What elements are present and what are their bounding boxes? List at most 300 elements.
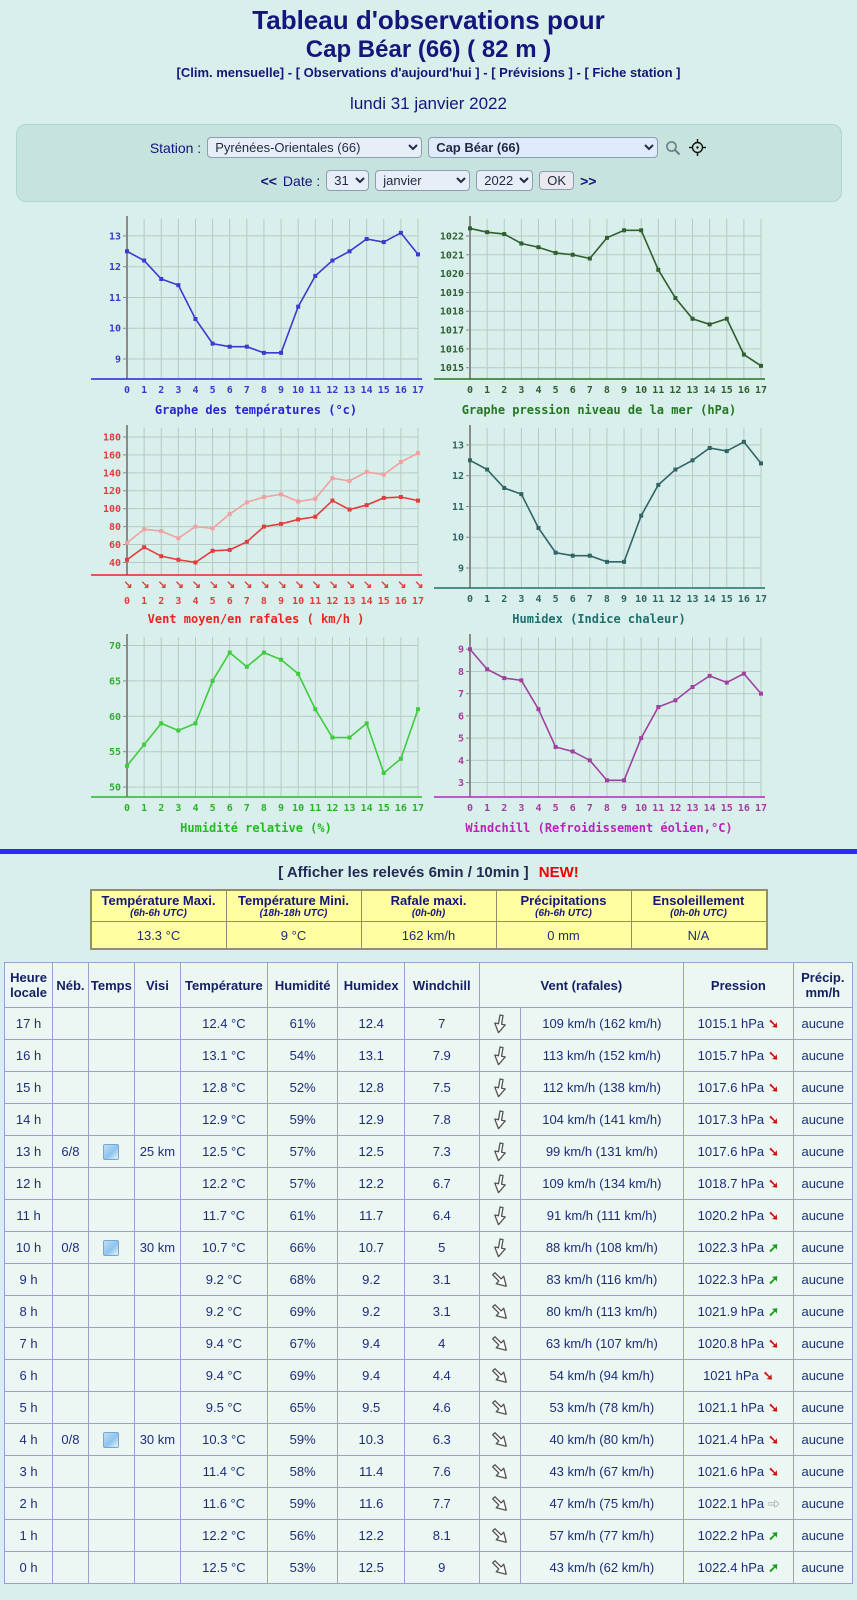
svg-text:1021: 1021 xyxy=(439,250,464,262)
cell-pressure: 1022.4 hPa ➚ xyxy=(684,1552,793,1584)
svg-text:12: 12 xyxy=(668,594,681,606)
svg-text:2: 2 xyxy=(157,385,164,397)
svg-text:5: 5 xyxy=(209,385,216,397)
svg-text:11: 11 xyxy=(451,502,464,514)
svg-text:1016: 1016 xyxy=(439,344,464,356)
wind-direction-icon xyxy=(484,1552,515,1583)
observations-table xyxy=(4,962,853,1584)
cell-humidex: 9.4 xyxy=(338,1328,404,1360)
col-header-pression: Pression xyxy=(684,963,793,1008)
cell-nebulosity xyxy=(53,1008,89,1040)
svg-text:1020: 1020 xyxy=(439,269,464,281)
svg-text:↘: ↘ xyxy=(311,579,321,592)
cell-visibility: 25 km xyxy=(134,1136,180,1168)
svg-text:8: 8 xyxy=(457,667,464,679)
cell-weather xyxy=(88,1008,134,1040)
cell-nebulosity xyxy=(53,1104,89,1136)
summary-table xyxy=(90,889,768,950)
nav-link-observations[interactable]: [ Observations d'aujourd'hui ] xyxy=(295,65,480,81)
chart-wind xyxy=(89,421,424,626)
weather-icon xyxy=(103,1240,119,1256)
cell-windchill: 4.6 xyxy=(404,1392,479,1424)
svg-text:8: 8 xyxy=(260,596,267,608)
svg-text:70: 70 xyxy=(108,641,121,653)
cell-temperature: 12.5 °C xyxy=(180,1136,267,1168)
date-prev-link[interactable]: << xyxy=(260,172,277,189)
cell-wind-speed: 40 km/h (80 km/h) xyxy=(520,1424,684,1456)
svg-text:13: 13 xyxy=(686,594,699,606)
cell-humidex: 12.9 xyxy=(338,1104,404,1136)
cell-humidex: 9.4 xyxy=(338,1360,404,1392)
svg-text:14: 14 xyxy=(703,803,716,815)
svg-text:5: 5 xyxy=(457,734,464,746)
cell-wind-speed: 104 km/h (141 km/h) xyxy=(520,1104,684,1136)
table-row xyxy=(5,1232,853,1264)
station-panel xyxy=(16,124,842,202)
cell-wind-direction xyxy=(479,1456,520,1488)
cell-time: 12 h xyxy=(5,1168,53,1200)
cell-time: 11 h xyxy=(5,1200,53,1232)
svg-text:6: 6 xyxy=(226,803,233,815)
table-row xyxy=(5,1040,853,1072)
svg-text:15: 15 xyxy=(377,385,390,397)
section-divider xyxy=(0,849,857,854)
cell-time: 6 h xyxy=(5,1360,53,1392)
svg-text:7: 7 xyxy=(243,803,250,815)
col-header-humidite: Humidité xyxy=(267,963,338,1008)
table-row xyxy=(5,1360,853,1392)
svg-text:1019: 1019 xyxy=(439,288,464,300)
pressure-trend-icon: ➘ xyxy=(768,1079,780,1095)
cell-time: 9 h xyxy=(5,1264,53,1296)
col-header-windchill: Windchill xyxy=(404,963,479,1008)
cell-wind-direction xyxy=(479,1296,520,1328)
cell-precipitation: aucune xyxy=(793,1552,852,1584)
svg-text:9: 9 xyxy=(620,385,627,397)
pressure-trend-icon: ➘ xyxy=(768,1143,780,1159)
svg-text:3: 3 xyxy=(174,596,181,608)
cell-wind-speed: 54 km/h (94 km/h) xyxy=(520,1360,684,1392)
cell-weather xyxy=(88,1456,134,1488)
wind-direction-icon xyxy=(484,1360,515,1391)
svg-text:3: 3 xyxy=(517,803,524,815)
cell-visibility xyxy=(134,1072,180,1104)
wind-direction-icon xyxy=(484,1456,515,1487)
cell-windchill: 3.1 xyxy=(404,1264,479,1296)
svg-text:17: 17 xyxy=(411,803,424,815)
cell-time: 16 h xyxy=(5,1040,53,1072)
cell-pressure: 1022.2 hPa ➚ xyxy=(684,1520,793,1552)
cell-humidity: 54% xyxy=(267,1040,338,1072)
cell-weather xyxy=(88,1360,134,1392)
cell-visibility xyxy=(134,1360,180,1392)
cell-humidity: 57% xyxy=(267,1136,338,1168)
svg-text:10: 10 xyxy=(634,803,647,815)
cell-nebulosity xyxy=(53,1552,89,1584)
svg-text:11: 11 xyxy=(308,385,321,397)
cell-humidity: 59% xyxy=(267,1104,338,1136)
svg-text:7: 7 xyxy=(586,803,593,815)
svg-text:4: 4 xyxy=(191,803,198,815)
cell-windchill: 4 xyxy=(404,1328,479,1360)
wind-direction-icon xyxy=(484,1392,515,1423)
cell-wind-speed: 47 km/h (75 km/h) xyxy=(520,1488,684,1520)
station-label: Station : xyxy=(149,139,202,156)
cell-wind-direction xyxy=(479,1072,520,1104)
summary-value: 13.3 °C xyxy=(91,922,227,950)
svg-text:11: 11 xyxy=(651,594,664,606)
nav-link-fiche-station[interactable]: [ Fiche station ] xyxy=(584,65,681,81)
cell-humidex: 10.3 xyxy=(338,1424,404,1456)
svg-text:7: 7 xyxy=(243,596,250,608)
cell-weather xyxy=(88,1488,134,1520)
cell-humidex: 11.4 xyxy=(338,1456,404,1488)
svg-text:12: 12 xyxy=(668,803,681,815)
cell-humidex: 9.5 xyxy=(338,1392,404,1424)
cell-humidex: 12.8 xyxy=(338,1072,404,1104)
svg-text:↘: ↘ xyxy=(294,579,304,592)
col-header-precip: Précip. mm/h xyxy=(793,963,852,1008)
svg-text:13: 13 xyxy=(343,385,356,397)
cell-temperature: 9.2 °C xyxy=(180,1264,267,1296)
cell-pressure: 1021.6 hPa ➘ xyxy=(684,1456,793,1488)
cell-temperature: 9.2 °C xyxy=(180,1296,267,1328)
department-select[interactable] xyxy=(207,137,422,158)
svg-text:↘: ↘ xyxy=(225,579,235,592)
svg-text:15: 15 xyxy=(720,803,733,815)
svg-text:6: 6 xyxy=(569,385,576,397)
cell-visibility xyxy=(134,1008,180,1040)
cell-weather xyxy=(88,1232,134,1264)
cell-humidex: 12.5 xyxy=(338,1552,404,1584)
svg-text:5: 5 xyxy=(209,596,216,608)
svg-text:60: 60 xyxy=(108,712,121,724)
cell-time: 3 h xyxy=(5,1456,53,1488)
cell-wind-speed: 43 km/h (62 km/h) xyxy=(520,1552,684,1584)
summary-value: 9 °C xyxy=(226,922,361,950)
cell-pressure: 1017.6 hPa ➘ xyxy=(684,1136,793,1168)
wind-direction-icon xyxy=(487,1235,512,1260)
pressure-trend-icon: ➘ xyxy=(768,1111,780,1127)
cell-humidity: 69% xyxy=(267,1296,338,1328)
cell-nebulosity: 6/8 xyxy=(53,1136,89,1168)
cell-precipitation: aucune xyxy=(793,1008,852,1040)
wind-direction-icon xyxy=(487,1075,512,1100)
svg-text:12: 12 xyxy=(325,803,338,815)
svg-text:9: 9 xyxy=(457,563,464,575)
chart-caption: Humidex (Indice chaleur) xyxy=(512,612,686,627)
svg-text:16: 16 xyxy=(737,385,750,397)
cell-humidex: 13.1 xyxy=(338,1040,404,1072)
svg-text:55: 55 xyxy=(108,747,121,759)
svg-text:65: 65 xyxy=(108,676,121,688)
cell-pressure: 1021.4 hPa ➘ xyxy=(684,1424,793,1456)
cell-temperature: 10.3 °C xyxy=(180,1424,267,1456)
cell-time: 17 h xyxy=(5,1008,53,1040)
ok-button[interactable]: OK xyxy=(539,171,574,190)
cell-time: 5 h xyxy=(5,1392,53,1424)
table-row xyxy=(5,1168,853,1200)
cell-time: 2 h xyxy=(5,1488,53,1520)
cell-precipitation: aucune xyxy=(793,1424,852,1456)
cell-humidex: 12.4 xyxy=(338,1008,404,1040)
svg-text:0: 0 xyxy=(123,385,130,397)
locate-crosshair-icon[interactable] xyxy=(688,138,707,157)
svg-text:17: 17 xyxy=(411,385,424,397)
cell-temperature: 12.2 °C xyxy=(180,1168,267,1200)
svg-text:3: 3 xyxy=(174,803,181,815)
cell-weather xyxy=(88,1520,134,1552)
cell-wind-direction xyxy=(479,1392,520,1424)
search-icon[interactable] xyxy=(664,139,682,157)
svg-text:140: 140 xyxy=(102,468,121,480)
cell-visibility xyxy=(134,1264,180,1296)
col-header-vent: Vent (rafales) xyxy=(479,963,684,1008)
chart-caption: Vent moyen/en rafales ( km/h ) xyxy=(147,612,365,627)
cell-weather xyxy=(88,1264,134,1296)
cell-wind-speed: 80 km/h (113 km/h) xyxy=(520,1296,684,1328)
svg-text:↘: ↘ xyxy=(174,579,184,592)
cell-visibility xyxy=(134,1040,180,1072)
cell-wind-direction xyxy=(479,1104,520,1136)
cell-windchill: 7.6 xyxy=(404,1456,479,1488)
svg-text:7: 7 xyxy=(586,385,593,397)
pressure-trend-icon: ➘ xyxy=(768,1335,780,1351)
pressure-trend-icon: ➘ xyxy=(762,1367,774,1383)
table-row xyxy=(5,1200,853,1232)
svg-text:9: 9 xyxy=(620,803,627,815)
cell-nebulosity xyxy=(53,1072,89,1104)
svg-text:10: 10 xyxy=(291,385,304,397)
chart-caption: Windchill (Refroidissement éolien,°C) xyxy=(465,821,733,836)
svg-text:9: 9 xyxy=(114,354,121,366)
cell-wind-speed: 112 km/h (138 km/h) xyxy=(520,1072,684,1104)
cell-wind-speed: 57 km/h (77 km/h) xyxy=(520,1520,684,1552)
svg-text:17: 17 xyxy=(411,596,424,608)
col-header-temps: Temps xyxy=(88,963,134,1008)
chart-temperatures xyxy=(89,212,424,417)
svg-text:15: 15 xyxy=(720,594,733,606)
svg-text:10: 10 xyxy=(634,385,647,397)
nav-link-clim-mensuelle[interactable]: [Clim. mensuelle] xyxy=(176,65,285,81)
date-heading: lundi 31 janvier 2022 xyxy=(350,94,507,114)
cell-weather xyxy=(88,1136,134,1168)
cell-temperature: 12.8 °C xyxy=(180,1072,267,1104)
svg-text:11: 11 xyxy=(108,293,121,305)
svg-text:160: 160 xyxy=(102,450,121,462)
svg-text:13: 13 xyxy=(451,440,464,452)
cell-humidity: 61% xyxy=(267,1200,338,1232)
svg-text:9: 9 xyxy=(620,594,627,606)
cell-humidity: 59% xyxy=(267,1488,338,1520)
cell-pressure: 1022.3 hPa ➚ xyxy=(684,1232,793,1264)
wind-direction-icon xyxy=(487,1171,512,1196)
svg-text:2: 2 xyxy=(500,803,507,815)
svg-text:7: 7 xyxy=(243,385,250,397)
cell-humidex: 12.2 xyxy=(338,1168,404,1200)
svg-text:0: 0 xyxy=(123,803,130,815)
cell-nebulosity: 0/8 xyxy=(53,1424,89,1456)
cell-time: 1 h xyxy=(5,1520,53,1552)
cell-precipitation: aucune xyxy=(793,1488,852,1520)
svg-text:4: 4 xyxy=(191,385,198,397)
day-select[interactable] xyxy=(326,170,369,191)
cell-precipitation: aucune xyxy=(793,1136,852,1168)
date-next-link[interactable]: >> xyxy=(580,172,597,189)
cell-humidex: 12.5 xyxy=(338,1136,404,1168)
cell-pressure: 1022.1 hPa ➙ xyxy=(684,1488,793,1520)
cell-visibility xyxy=(134,1520,180,1552)
table-row xyxy=(5,1296,853,1328)
cell-pressure: 1015.1 hPa ➘ xyxy=(684,1008,793,1040)
svg-text:6: 6 xyxy=(226,596,233,608)
top-nav xyxy=(0,65,857,80)
svg-text:4: 4 xyxy=(534,594,541,606)
summary-col-header: Ensoleillement (0h-0h UTC) xyxy=(631,890,767,922)
cell-precipitation: aucune xyxy=(793,1360,852,1392)
col-header-heure: Heure locale xyxy=(5,963,53,1008)
cell-humidity: 66% xyxy=(267,1232,338,1264)
svg-text:15: 15 xyxy=(377,803,390,815)
cell-wind-speed: 83 km/h (116 km/h) xyxy=(520,1264,684,1296)
cell-weather xyxy=(88,1072,134,1104)
cell-wind-direction xyxy=(479,1200,520,1232)
col-header-humidex: Humidex xyxy=(338,963,404,1008)
pressure-trend-icon: ➙ xyxy=(768,1495,780,1511)
cell-temperature: 11.7 °C xyxy=(180,1200,267,1232)
cell-temperature: 13.1 °C xyxy=(180,1040,267,1072)
svg-text:3: 3 xyxy=(517,594,524,606)
svg-text:5: 5 xyxy=(552,803,559,815)
table-row xyxy=(5,1008,853,1040)
cell-visibility: 30 km xyxy=(134,1424,180,1456)
cell-humidex: 11.7 xyxy=(338,1200,404,1232)
cell-precipitation: aucune xyxy=(793,1104,852,1136)
station-select[interactable] xyxy=(428,137,658,158)
year-select[interactable] xyxy=(476,170,533,191)
svg-text:3: 3 xyxy=(457,778,464,790)
chart-humidex xyxy=(432,421,767,626)
cell-wind-direction xyxy=(479,1008,520,1040)
col-header-visi: Visi xyxy=(134,963,180,1008)
svg-text:10: 10 xyxy=(634,594,647,606)
svg-text:6: 6 xyxy=(226,385,233,397)
cell-visibility xyxy=(134,1104,180,1136)
cell-visibility xyxy=(134,1456,180,1488)
cell-visibility xyxy=(134,1392,180,1424)
cell-windchill: 7.3 xyxy=(404,1136,479,1168)
svg-text:17: 17 xyxy=(754,594,767,606)
cell-visibility xyxy=(134,1200,180,1232)
cell-pressure: 1021 hPa ➘ xyxy=(684,1360,793,1392)
pressure-trend-icon: ➘ xyxy=(768,1047,780,1063)
table-row xyxy=(5,1104,853,1136)
cell-wind-direction xyxy=(479,1424,520,1456)
cell-weather xyxy=(88,1328,134,1360)
svg-text:↘: ↘ xyxy=(328,579,338,592)
svg-text:13: 13 xyxy=(108,231,121,243)
summary-col-header: Précipitations (6h-6h UTC) xyxy=(496,890,631,922)
pressure-trend-icon: ➚ xyxy=(768,1527,780,1543)
cell-windchill: 6.4 xyxy=(404,1200,479,1232)
svg-text:17: 17 xyxy=(754,803,767,815)
wind-direction-icon xyxy=(484,1424,515,1455)
svg-text:8: 8 xyxy=(260,803,267,815)
weather-icon xyxy=(103,1144,119,1160)
pressure-trend-icon: ➘ xyxy=(768,1463,780,1479)
svg-text:5: 5 xyxy=(209,803,216,815)
svg-text:0: 0 xyxy=(466,803,473,815)
cell-time: 8 h xyxy=(5,1296,53,1328)
cell-visibility: 30 km xyxy=(134,1232,180,1264)
cell-temperature: 12.9 °C xyxy=(180,1104,267,1136)
svg-text:1022: 1022 xyxy=(439,231,464,243)
cell-pressure: 1015.7 hPa ➘ xyxy=(684,1040,793,1072)
svg-text:120: 120 xyxy=(102,486,121,498)
chart-humidity xyxy=(89,630,424,835)
svg-text:6: 6 xyxy=(569,803,576,815)
cell-wind-direction xyxy=(479,1264,520,1296)
svg-text:16: 16 xyxy=(394,385,407,397)
nav-link-previsions[interactable]: [ Prévisions ] xyxy=(491,65,573,81)
cell-nebulosity xyxy=(53,1296,89,1328)
table-row xyxy=(5,1136,853,1168)
date-label: Date : xyxy=(282,172,321,189)
pressure-trend-icon: ➚ xyxy=(768,1239,780,1255)
cell-wind-speed: 99 km/h (131 km/h) xyxy=(520,1136,684,1168)
svg-text:↘: ↘ xyxy=(140,579,150,592)
cell-wind-speed: 88 km/h (108 km/h) xyxy=(520,1232,684,1264)
cell-wind-speed: 109 km/h (162 km/h) xyxy=(520,1008,684,1040)
svg-text:15: 15 xyxy=(720,385,733,397)
cell-temperature: 11.4 °C xyxy=(180,1456,267,1488)
wind-direction-icon xyxy=(487,1107,512,1132)
cell-nebulosity xyxy=(53,1040,89,1072)
cell-time: 13 h xyxy=(5,1136,53,1168)
svg-text:1: 1 xyxy=(483,803,490,815)
station-title: Cap Béar (66) ( 82 m ) xyxy=(305,35,552,63)
svg-text:10: 10 xyxy=(451,533,464,545)
wind-direction-icon xyxy=(484,1520,515,1551)
svg-text:0: 0 xyxy=(466,385,473,397)
cell-humidex: 9.2 xyxy=(338,1296,404,1328)
svg-text:11: 11 xyxy=(651,803,664,815)
cell-pressure: 1017.6 hPa ➘ xyxy=(684,1072,793,1104)
cell-temperature: 10.7 °C xyxy=(180,1232,267,1264)
cell-nebulosity xyxy=(53,1392,89,1424)
cell-windchill: 7.8 xyxy=(404,1104,479,1136)
page-title: Tableau d'observations pour xyxy=(252,5,605,35)
svg-text:4: 4 xyxy=(534,385,541,397)
cell-visibility xyxy=(134,1488,180,1520)
svg-text:14: 14 xyxy=(703,385,716,397)
svg-text:11: 11 xyxy=(308,803,321,815)
svg-text:100: 100 xyxy=(102,504,121,516)
cell-nebulosity: 0/8 xyxy=(53,1232,89,1264)
releves-link[interactable]: [ Afficher les relevés 6min / 10min ] xyxy=(278,864,529,882)
cell-time: 7 h xyxy=(5,1328,53,1360)
svg-text:1: 1 xyxy=(483,594,490,606)
svg-text:16: 16 xyxy=(394,803,407,815)
cell-humidex: 11.6 xyxy=(338,1488,404,1520)
cell-humidity: 58% xyxy=(267,1456,338,1488)
table-row xyxy=(5,1488,853,1520)
nav-separator: - xyxy=(576,65,581,81)
cell-precipitation: aucune xyxy=(793,1168,852,1200)
svg-text:10: 10 xyxy=(108,324,121,336)
month-select[interactable] xyxy=(375,170,470,191)
svg-text:1017: 1017 xyxy=(439,326,464,338)
